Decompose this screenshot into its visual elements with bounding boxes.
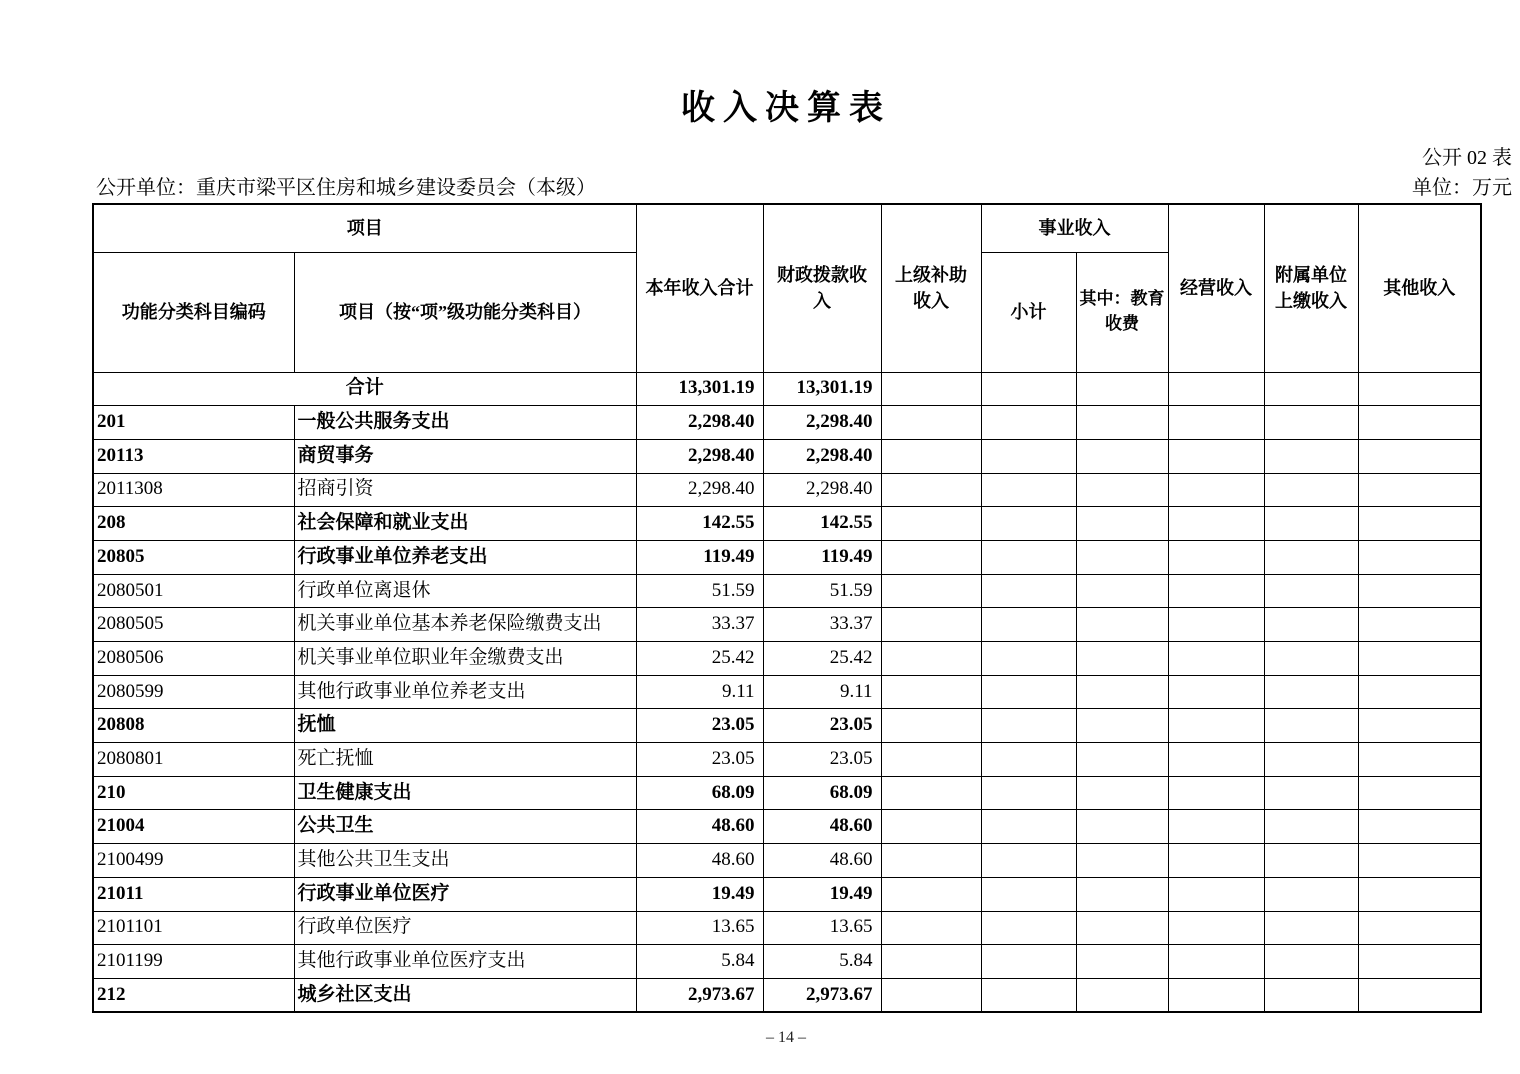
cell-education-fee bbox=[1076, 574, 1168, 608]
currency-unit-label: 单位：万元 bbox=[1412, 177, 1512, 199]
cell-annual-total: 48.60 bbox=[636, 810, 763, 844]
cell-superior-subsidy bbox=[881, 406, 981, 440]
cell-function-code: 2080801 bbox=[93, 743, 294, 777]
cell-education-fee bbox=[1076, 978, 1168, 1012]
cell-other-income bbox=[1358, 608, 1481, 642]
table-row bbox=[93, 709, 1481, 743]
cell-education-fee bbox=[1076, 540, 1168, 574]
cell-function-code: 20805 bbox=[93, 540, 294, 574]
cell-fiscal-appropriation: 33.37 bbox=[763, 608, 881, 642]
cell-function-code: 20113 bbox=[93, 439, 294, 473]
cell-project-item: 机关事业单位基本养老保险缴费支出 bbox=[294, 608, 636, 642]
table-row bbox=[93, 473, 1481, 507]
header-business-income-group: 事业收入 bbox=[981, 204, 1168, 252]
cell-function-code: 2101101 bbox=[93, 911, 294, 945]
cell-annual-total: 9.11 bbox=[636, 675, 763, 709]
cell-business-subtotal bbox=[981, 978, 1076, 1012]
cell-annual-total: 19.49 bbox=[636, 877, 763, 911]
cell-affiliated-remit bbox=[1264, 877, 1358, 911]
cell-project-item: 社会保障和就业支出 bbox=[294, 507, 636, 541]
table-row bbox=[93, 877, 1481, 911]
table-row bbox=[93, 776, 1481, 810]
cell-annual-total: 119.49 bbox=[636, 540, 763, 574]
cell-education-fee bbox=[1076, 473, 1168, 507]
cell-superior-subsidy bbox=[881, 608, 981, 642]
cell-business-subtotal bbox=[981, 507, 1076, 541]
header-education-fee: 其中：教育收费 bbox=[1076, 252, 1168, 372]
table-row bbox=[93, 608, 1481, 642]
cell-fiscal-appropriation: 119.49 bbox=[763, 540, 881, 574]
cell-business-subtotal bbox=[981, 675, 1076, 709]
table-row bbox=[93, 507, 1481, 541]
cell-project-item: 抚恤 bbox=[294, 709, 636, 743]
header-project-item: 项目（按“项”级功能分类科目） bbox=[294, 252, 636, 372]
table-row bbox=[93, 372, 1481, 406]
cell-fiscal-appropriation: 13.65 bbox=[763, 911, 881, 945]
cell-fiscal-appropriation: 2,298.40 bbox=[763, 473, 881, 507]
cell-superior-subsidy bbox=[881, 911, 981, 945]
cell-superior-subsidy bbox=[881, 743, 981, 777]
cell-function-code: 2011308 bbox=[93, 473, 294, 507]
cell-business-subtotal bbox=[981, 540, 1076, 574]
cell-function-code: 2080501 bbox=[93, 574, 294, 608]
table-row bbox=[93, 844, 1481, 878]
cell-operating-income bbox=[1168, 675, 1264, 709]
table-row bbox=[93, 540, 1481, 574]
cell-affiliated-remit bbox=[1264, 709, 1358, 743]
cell-fiscal-appropriation: 48.60 bbox=[763, 810, 881, 844]
cell-annual-total: 2,298.40 bbox=[636, 473, 763, 507]
cell-annual-total: 33.37 bbox=[636, 608, 763, 642]
cell-fiscal-appropriation: 23.05 bbox=[763, 743, 881, 777]
cell-fiscal-appropriation: 19.49 bbox=[763, 877, 881, 911]
cell-operating-income bbox=[1168, 978, 1264, 1012]
cell-project-item: 一般公共服务支出 bbox=[294, 406, 636, 440]
cell-other-income bbox=[1358, 507, 1481, 541]
cell-project-item: 公共卫生 bbox=[294, 810, 636, 844]
table-row bbox=[93, 406, 1481, 440]
cell-annual-total: 48.60 bbox=[636, 844, 763, 878]
cell-superior-subsidy bbox=[881, 574, 981, 608]
cell-education-fee bbox=[1076, 372, 1168, 406]
cell-superior-subsidy bbox=[881, 945, 981, 979]
cell-operating-income bbox=[1168, 911, 1264, 945]
cell-other-income bbox=[1358, 406, 1481, 440]
table-number-label: 公开 02 表 bbox=[1422, 147, 1512, 169]
cell-operating-income bbox=[1168, 372, 1264, 406]
cell-annual-total: 142.55 bbox=[636, 507, 763, 541]
cell-education-fee bbox=[1076, 810, 1168, 844]
cell-project-item: 行政事业单位养老支出 bbox=[294, 540, 636, 574]
cell-other-income bbox=[1358, 473, 1481, 507]
cell-education-fee bbox=[1076, 507, 1168, 541]
cell-annual-total: 5.84 bbox=[636, 945, 763, 979]
cell-function-code: 2101199 bbox=[93, 945, 294, 979]
cell-superior-subsidy bbox=[881, 675, 981, 709]
cell-affiliated-remit bbox=[1264, 810, 1358, 844]
cell-business-subtotal bbox=[981, 776, 1076, 810]
cell-superior-subsidy bbox=[881, 439, 981, 473]
cell-function-code: 2100499 bbox=[93, 844, 294, 878]
cell-business-subtotal bbox=[981, 608, 1076, 642]
table-body bbox=[93, 372, 1481, 1012]
cell-affiliated-remit bbox=[1264, 406, 1358, 440]
cell-business-subtotal bbox=[981, 473, 1076, 507]
cell-affiliated-remit bbox=[1264, 574, 1358, 608]
header-row-group bbox=[93, 204, 1481, 252]
cell-business-subtotal bbox=[981, 911, 1076, 945]
cell-education-fee bbox=[1076, 406, 1168, 440]
cell-affiliated-remit bbox=[1264, 911, 1358, 945]
header-operating-income: 经营收入 bbox=[1168, 204, 1264, 372]
cell-fiscal-appropriation: 13,301.19 bbox=[763, 372, 881, 406]
cell-annual-total: 51.59 bbox=[636, 574, 763, 608]
cell-education-fee bbox=[1076, 911, 1168, 945]
cell-other-income bbox=[1358, 810, 1481, 844]
cell-operating-income bbox=[1168, 776, 1264, 810]
cell-affiliated-remit bbox=[1264, 743, 1358, 777]
cell-annual-total: 68.09 bbox=[636, 776, 763, 810]
cell-business-subtotal bbox=[981, 372, 1076, 406]
cell-function-code: 2080599 bbox=[93, 675, 294, 709]
cell-other-income bbox=[1358, 877, 1481, 911]
cell-operating-income bbox=[1168, 743, 1264, 777]
disclosure-unit-label: 公开单位：重庆市梁平区住房和城乡建设委员会（本级） bbox=[96, 177, 596, 199]
cell-project-item: 商贸事务 bbox=[294, 439, 636, 473]
cell-affiliated-remit bbox=[1264, 642, 1358, 676]
cell-other-income bbox=[1358, 642, 1481, 676]
table-row bbox=[93, 978, 1481, 1012]
table-row bbox=[93, 675, 1481, 709]
cell-other-income bbox=[1358, 945, 1481, 979]
cell-business-subtotal bbox=[981, 439, 1076, 473]
cell-fiscal-appropriation: 5.84 bbox=[763, 945, 881, 979]
cell-business-subtotal bbox=[981, 810, 1076, 844]
cell-fiscal-appropriation: 9.11 bbox=[763, 675, 881, 709]
cell-affiliated-remit bbox=[1264, 473, 1358, 507]
cell-superior-subsidy bbox=[881, 540, 981, 574]
page-number: – 14 – bbox=[766, 1029, 806, 1046]
cell-operating-income bbox=[1168, 473, 1264, 507]
cell-fiscal-appropriation: 142.55 bbox=[763, 507, 881, 541]
cell-operating-income bbox=[1168, 844, 1264, 878]
cell-business-subtotal bbox=[981, 709, 1076, 743]
cell-education-fee bbox=[1076, 945, 1168, 979]
table-row bbox=[93, 911, 1481, 945]
cell-education-fee bbox=[1076, 776, 1168, 810]
cell-project-item: 行政单位医疗 bbox=[294, 911, 636, 945]
cell-other-income bbox=[1358, 776, 1481, 810]
cell-superior-subsidy bbox=[881, 877, 981, 911]
cell-other-income bbox=[1358, 372, 1481, 406]
cell-operating-income bbox=[1168, 406, 1264, 440]
cell-education-fee bbox=[1076, 743, 1168, 777]
cell-function-code: 201 bbox=[93, 406, 294, 440]
cell-operating-income bbox=[1168, 945, 1264, 979]
cell-project-item: 行政单位离退休 bbox=[294, 574, 636, 608]
page-title: 收入决算表 bbox=[681, 90, 891, 127]
cell-superior-subsidy bbox=[881, 978, 981, 1012]
cell-affiliated-remit bbox=[1264, 675, 1358, 709]
table-row bbox=[93, 743, 1481, 777]
cell-project-item: 卫生健康支出 bbox=[294, 776, 636, 810]
cell-affiliated-remit bbox=[1264, 776, 1358, 810]
header-business-subtotal: 小计 bbox=[981, 252, 1076, 372]
cell-affiliated-remit bbox=[1264, 945, 1358, 979]
cell-superior-subsidy bbox=[881, 810, 981, 844]
cell-operating-income bbox=[1168, 642, 1264, 676]
cell-other-income bbox=[1358, 574, 1481, 608]
cell-other-income bbox=[1358, 709, 1481, 743]
cell-fiscal-appropriation: 2,973.67 bbox=[763, 978, 881, 1012]
table-row bbox=[93, 810, 1481, 844]
header-affiliated-remit: 附属单位上缴收入 bbox=[1264, 204, 1358, 372]
cell-affiliated-remit bbox=[1264, 978, 1358, 1012]
cell-annual-total: 2,298.40 bbox=[636, 406, 763, 440]
cell-superior-subsidy bbox=[881, 507, 981, 541]
cell-annual-total: 23.05 bbox=[636, 743, 763, 777]
header-fiscal-appropriation: 财政拨款收入 bbox=[763, 204, 881, 372]
cell-fiscal-appropriation: 48.60 bbox=[763, 844, 881, 878]
cell-fiscal-appropriation: 25.42 bbox=[763, 642, 881, 676]
cell-function-code: 210 bbox=[93, 776, 294, 810]
cell-operating-income bbox=[1168, 709, 1264, 743]
cell-business-subtotal bbox=[981, 642, 1076, 676]
cell-business-subtotal bbox=[981, 743, 1076, 777]
cell-annual-total: 2,973.67 bbox=[636, 978, 763, 1012]
cell-fiscal-appropriation: 23.05 bbox=[763, 709, 881, 743]
cell-annual-total: 13.65 bbox=[636, 911, 763, 945]
cell-other-income bbox=[1358, 978, 1481, 1012]
header-project-group: 项目 bbox=[93, 204, 636, 252]
cell-function-code: 2080505 bbox=[93, 608, 294, 642]
cell-operating-income bbox=[1168, 507, 1264, 541]
cell-business-subtotal bbox=[981, 406, 1076, 440]
cell-operating-income bbox=[1168, 574, 1264, 608]
cell-superior-subsidy bbox=[881, 372, 981, 406]
cell-operating-income bbox=[1168, 877, 1264, 911]
cell-business-subtotal bbox=[981, 877, 1076, 911]
cell-project-item: 城乡社区支出 bbox=[294, 978, 636, 1012]
cell-project-item: 机关事业单位职业年金缴费支出 bbox=[294, 642, 636, 676]
cell-affiliated-remit bbox=[1264, 608, 1358, 642]
cell-other-income bbox=[1358, 844, 1481, 878]
header-superior-subsidy: 上级补助收入 bbox=[881, 204, 981, 372]
cell-function-code: 212 bbox=[93, 978, 294, 1012]
cell-affiliated-remit bbox=[1264, 372, 1358, 406]
table-row bbox=[93, 945, 1481, 979]
cell-project-item: 招商引资 bbox=[294, 473, 636, 507]
cell-operating-income bbox=[1168, 439, 1264, 473]
cell-project-item: 其他公共卫生支出 bbox=[294, 844, 636, 878]
cell-business-subtotal bbox=[981, 844, 1076, 878]
cell-function-code: 2080506 bbox=[93, 642, 294, 676]
cell-function-code: 208 bbox=[93, 507, 294, 541]
cell-project-item: 其他行政事业单位医疗支出 bbox=[294, 945, 636, 979]
cell-operating-income bbox=[1168, 608, 1264, 642]
header-annual-total: 本年收入合计 bbox=[636, 204, 763, 372]
cell-function-code: 21011 bbox=[93, 877, 294, 911]
cell-education-fee bbox=[1076, 675, 1168, 709]
cell-superior-subsidy bbox=[881, 709, 981, 743]
cell-affiliated-remit bbox=[1264, 439, 1358, 473]
cell-annual-total: 23.05 bbox=[636, 709, 763, 743]
cell-affiliated-remit bbox=[1264, 540, 1358, 574]
cell-superior-subsidy bbox=[881, 642, 981, 676]
cell-other-income bbox=[1358, 675, 1481, 709]
table-header bbox=[93, 204, 1481, 372]
cell-annual-total: 25.42 bbox=[636, 642, 763, 676]
cell-superior-subsidy bbox=[881, 473, 981, 507]
cell-education-fee bbox=[1076, 877, 1168, 911]
cell-affiliated-remit bbox=[1264, 844, 1358, 878]
header-function-code: 功能分类科目编码 bbox=[93, 252, 294, 372]
cell-fiscal-appropriation: 68.09 bbox=[763, 776, 881, 810]
cell-project-item: 死亡抚恤 bbox=[294, 743, 636, 777]
cell-business-subtotal bbox=[981, 574, 1076, 608]
cell-education-fee bbox=[1076, 439, 1168, 473]
table-row bbox=[93, 574, 1481, 608]
cell-annual-total: 13,301.19 bbox=[636, 372, 763, 406]
cell-education-fee bbox=[1076, 844, 1168, 878]
cell-superior-subsidy bbox=[881, 844, 981, 878]
cell-operating-income bbox=[1168, 810, 1264, 844]
cell-superior-subsidy bbox=[881, 776, 981, 810]
cell-education-fee bbox=[1076, 642, 1168, 676]
cell-affiliated-remit bbox=[1264, 507, 1358, 541]
cell-annual-total: 2,298.40 bbox=[636, 439, 763, 473]
cell-education-fee bbox=[1076, 608, 1168, 642]
cell-business-subtotal bbox=[981, 945, 1076, 979]
cell-function-code: 20808 bbox=[93, 709, 294, 743]
cell-other-income bbox=[1358, 439, 1481, 473]
cell-fiscal-appropriation: 51.59 bbox=[763, 574, 881, 608]
cell-project-item: 行政事业单位医疗 bbox=[294, 877, 636, 911]
cell-other-income bbox=[1358, 540, 1481, 574]
cell-fiscal-appropriation: 2,298.40 bbox=[763, 406, 881, 440]
cell-fiscal-appropriation: 2,298.40 bbox=[763, 439, 881, 473]
table-row bbox=[93, 642, 1481, 676]
cell-other-income bbox=[1358, 911, 1481, 945]
cell-function-code: 21004 bbox=[93, 810, 294, 844]
income-final-accounts-table bbox=[92, 203, 1482, 1013]
cell-grand-total-label: 合计 bbox=[93, 372, 636, 406]
cell-operating-income bbox=[1168, 540, 1264, 574]
cell-education-fee bbox=[1076, 709, 1168, 743]
header-other-income: 其他收入 bbox=[1358, 204, 1481, 372]
table-row bbox=[93, 439, 1481, 473]
cell-other-income bbox=[1358, 743, 1481, 777]
cell-project-item: 其他行政事业单位养老支出 bbox=[294, 675, 636, 709]
